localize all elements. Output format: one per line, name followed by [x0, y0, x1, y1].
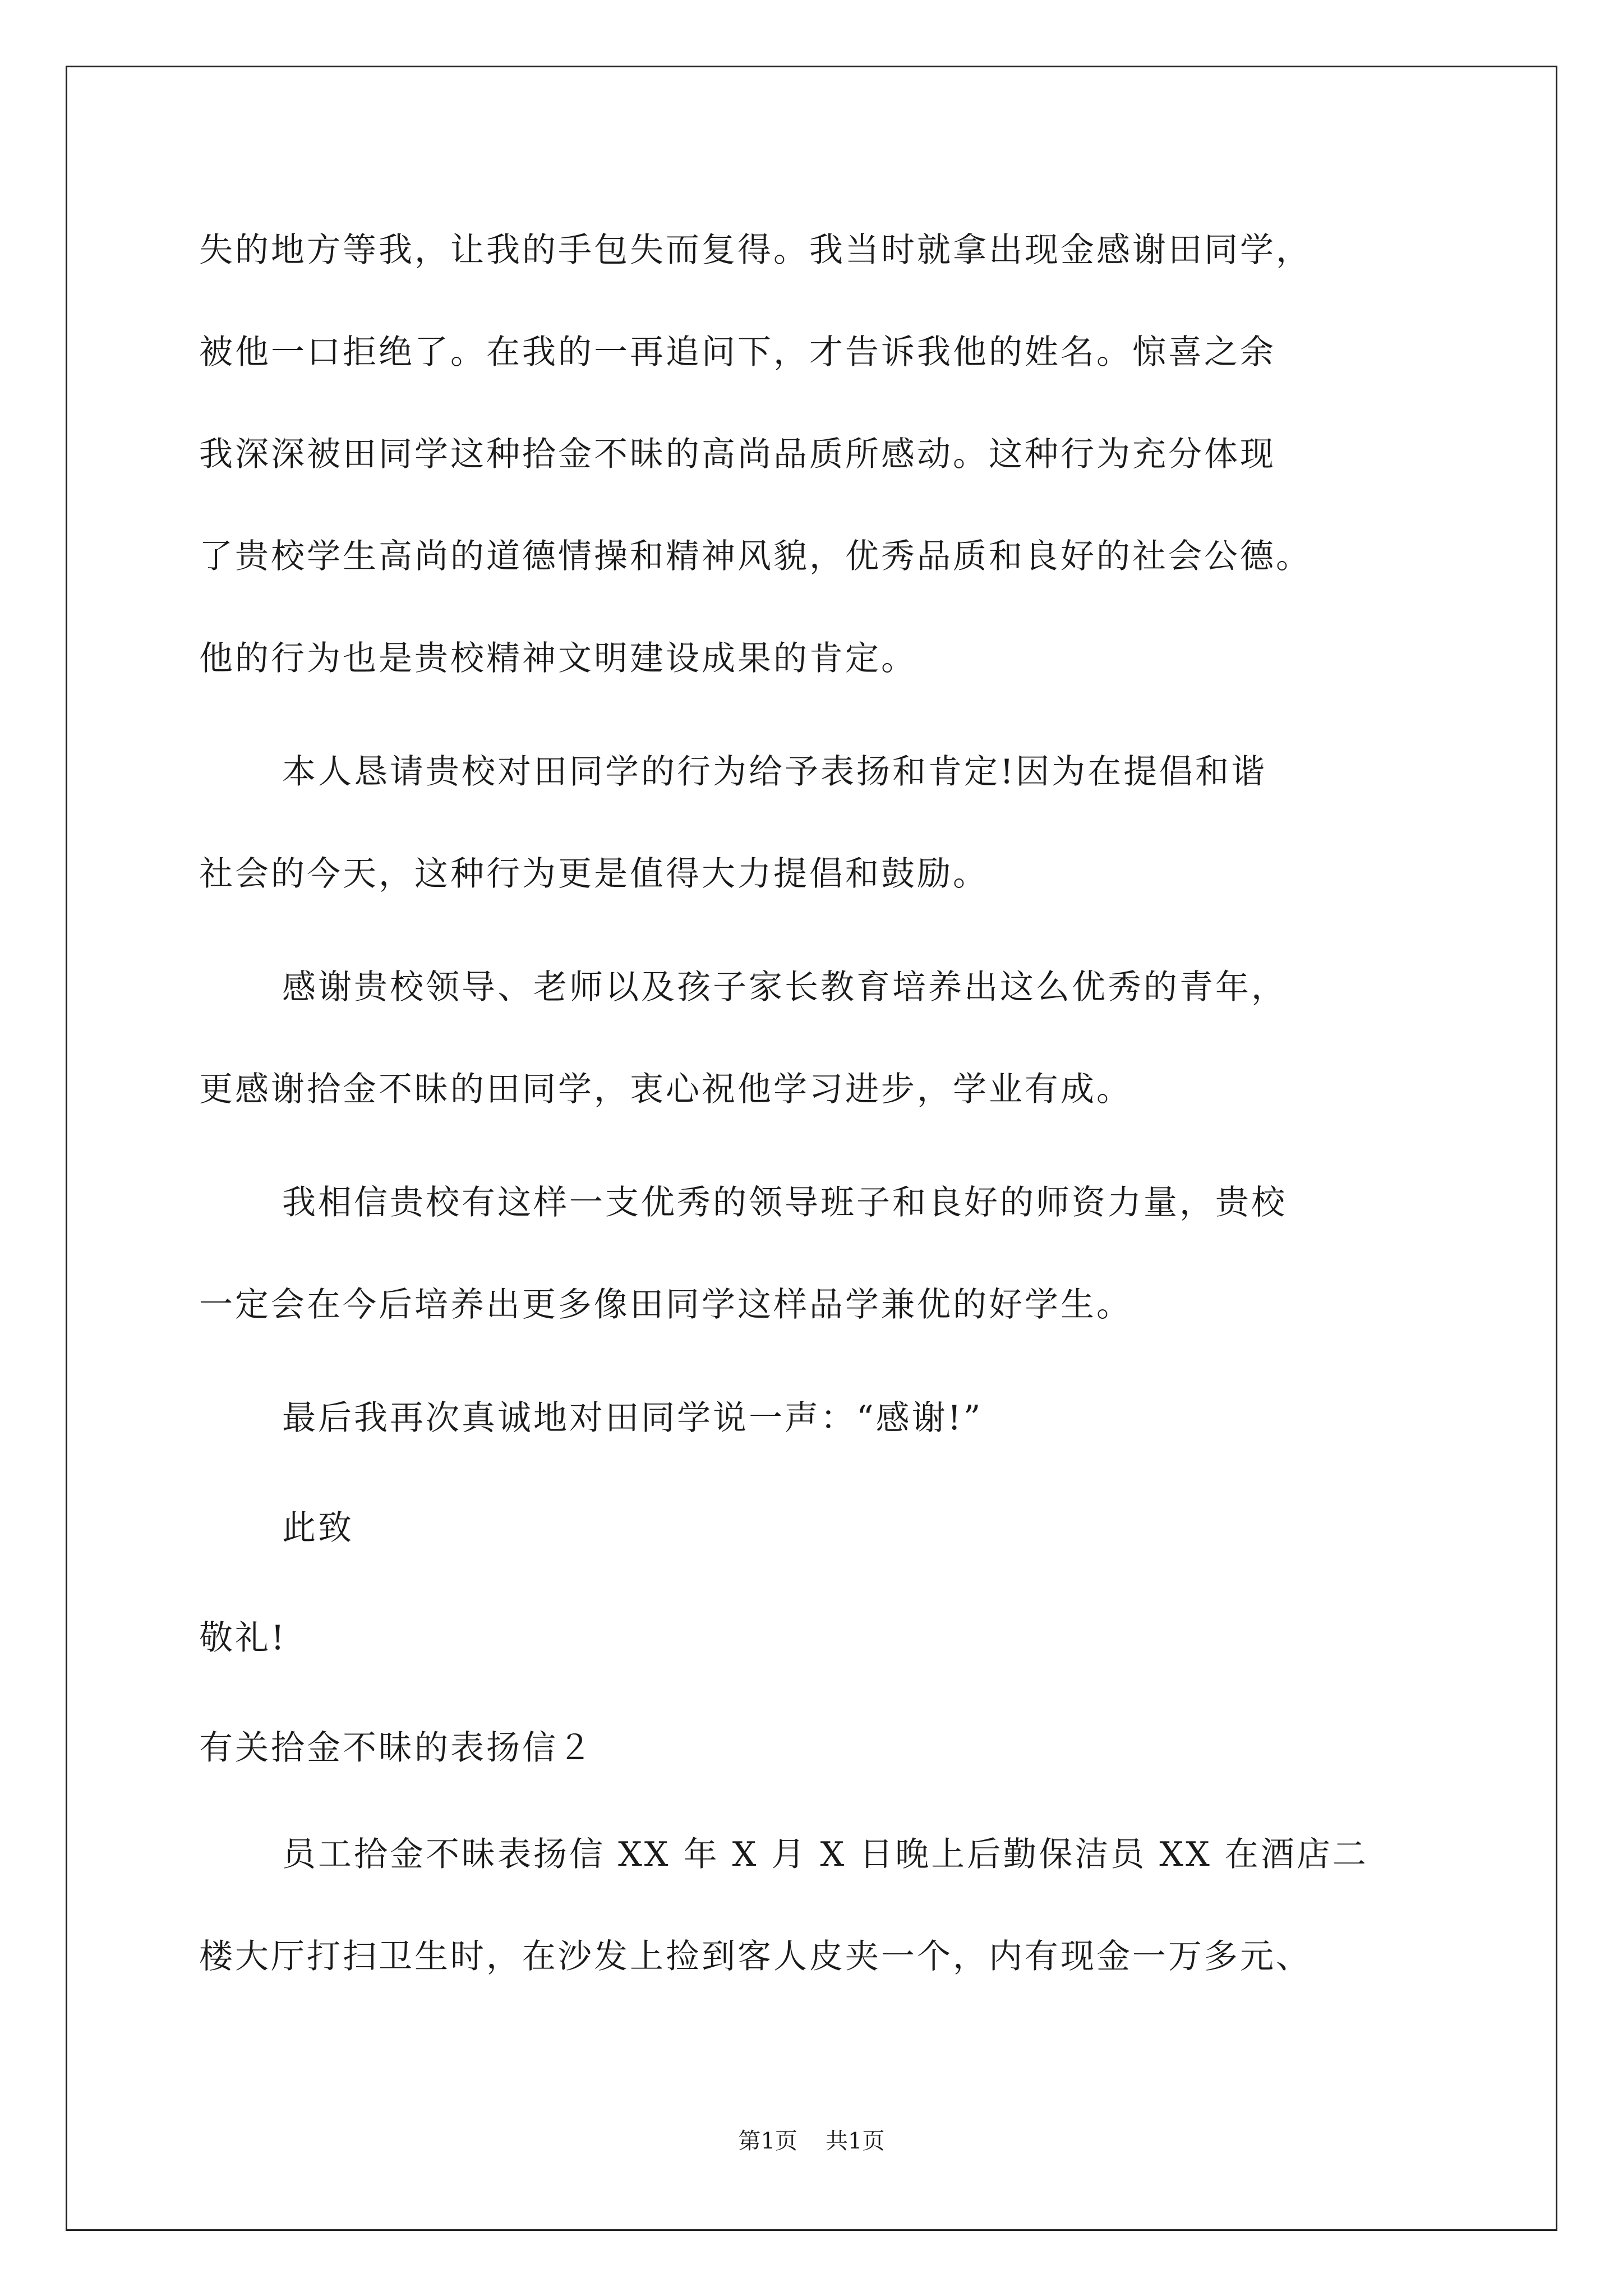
page-total: 共1页: [826, 2128, 885, 2154]
paragraph-line: 楼大厅打扫卫生时，在沙发上捡到客人皮夹一个，内有现金一万多元、: [199, 1937, 1312, 1976]
paragraph-line: 我相信贵校有这样一支优秀的领导班子和良好的师资力量，贵校: [282, 1183, 1287, 1222]
paragraph-line: 他的行为也是贵校精神文明建设成果的肯定。: [199, 639, 917, 678]
closing-line: 此致: [282, 1508, 354, 1548]
paragraph-line: 更感谢拾金不昧的田同学，衷心祝他学习进步，学业有成。: [199, 1070, 1132, 1109]
paragraph-line: 感谢贵校领导、老师以及孩子家长教育培养出这么优秀的青年，: [282, 968, 1287, 1007]
page-footer: [0, 2127, 1623, 2155]
paragraph-line: 本人恳请贵校对田同学的行为给予表扬和肯定!因为在提倡和谐: [282, 752, 1267, 792]
paragraph-line: 失的地方等我，让我的手包失而复得。我当时就拿出现金感谢田同学，: [199, 231, 1312, 270]
paragraph-line: 员工拾金不昧表扬信 XX 年 X 月 X 日晚上后勤保洁员 XX 在酒店二: [282, 1835, 1368, 1874]
paragraph-line: 最后我再次真诚地对田同学说一声：“感谢!”: [282, 1398, 983, 1438]
salutation-line: 敬礼!: [199, 1618, 287, 1658]
page-number: 第1页: [738, 2128, 797, 2154]
paragraph-line: 我深深被田同学这种拾金不昧的高尚品质所感动。这种行为充分体现: [199, 435, 1276, 474]
paragraph-line: 被他一口拒绝了。在我的一再追问下，才告诉我他的姓名。惊喜之余: [199, 333, 1276, 372]
paragraph-line: 一定会在今后培养出更多像田同学这样品学兼优的好学生。: [199, 1285, 1132, 1324]
section-heading: 有关拾金不昧的表扬信２: [199, 1728, 594, 1768]
paragraph-line: 了贵校学生高尚的道德情操和精神风貌，优秀品质和良好的社会公德。: [199, 537, 1312, 576]
paragraph-line: 社会的今天，这种行为更是值得大力提倡和鼓励。: [199, 854, 989, 894]
page-border: [66, 66, 1557, 2231]
